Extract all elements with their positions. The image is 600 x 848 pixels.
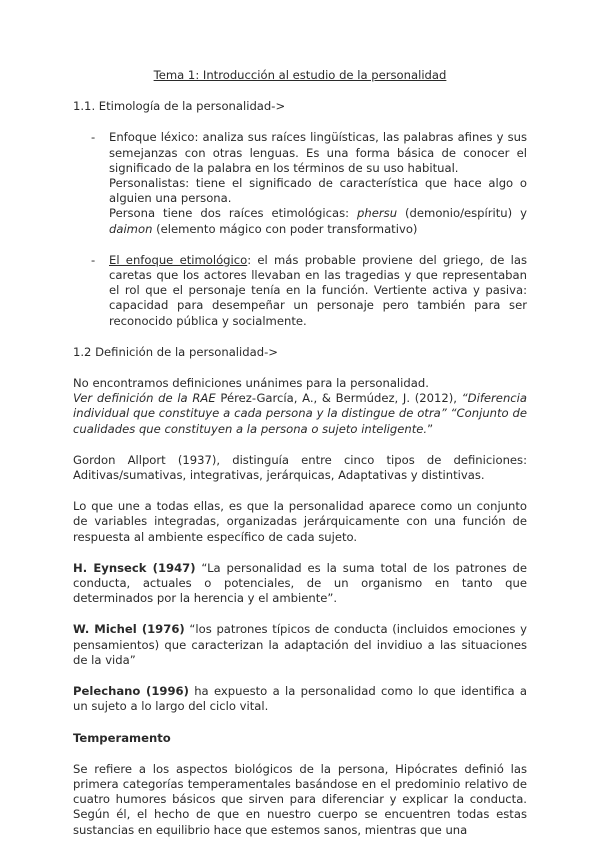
- section-1-heading: 1.1. Etimología de la personalidad->: [73, 99, 286, 114]
- eysenck-paragraph: H. Eynseck (1947) “La personalidad es la suma total de los patrones de conducta, actuales o potenciales, de un organismo en tanto que determinados por la herencia y el ambiente”.: [73, 560, 527, 606]
- lexical-approach-text: - Enfoque léxico: analiza sus raíces lingüísticas, las palabras afines y sus semejanzas con otras lenguas. Es una forma básica de conocer el significado de la palabra en los términos de su uso habitual.: [109, 130, 527, 175]
- allport-paragraph: Gordon Allport (1937), distinguía entre cinco tipos de definiciones: Aditivas/sumativas, integrativas, jerárquicas, Adaptativas y distintivas.: [73, 452, 527, 483]
- section-2-heading: 1.2 Definición de la personalidad->: [73, 344, 278, 359]
- michel-paragraph: W. Michel (1976) “los patrones típicos de conducta (incluidos emociones y pensamientos) que caracterizan la adaptación del invidiuo a las situaciones de la vida”: [73, 622, 527, 667]
- phersu-term: phersu: [357, 206, 398, 221]
- etymological-roots-text: Persona tiene dos raíces etimológicas: phersu (demonio/espíritu) y daimon (elemento mágico con poder transformativo): [109, 206, 527, 236]
- etymological-approach-label: El enfoque etimológico: [109, 252, 248, 267]
- no-unanimous-definitions: No encontramos definiciones unánimes para la personalidad.: [73, 376, 429, 391]
- list-item-lexical: [109, 130, 527, 236]
- rae-definition-paragraph: Ver definición de la RAE Pérez-García, A., & Bermúdez, J. (2012), “Diferencia individual que constituye a cada persona y la distingue de otra” “Conjunto de cualidades que constituyen a la persona o sujeto inteligente.”: [73, 391, 527, 436]
- personalists-text: Personalistas: tiene el significado de característica que hace algo o alguien una persona.: [109, 176, 527, 206]
- eysenck-author: H. Eynseck (1947): [73, 560, 196, 575]
- temperamento-heading: Temperamento: [73, 730, 171, 745]
- etymological-approach-text: : el más probable proviene del griego, de las caretas que los actores llevaban en las tragedias y que representaban el rol que el personaje tenía en la función. Vertiente activa y pasiva: capacidad para desempeñar un personaje pero también para ser reconocido pública y socialmente.: [109, 252, 527, 328]
- temperamento-paragraph: Se refiere a los aspectos biológicos de la persona, Hipócrates definió las primera categorías temperamentales basándose en el predominio relativo de cuatro humores básicos que sirven para diferenciar y explicar la conducta. Según él, el hecho de que en nuestro cuerpo se encuentren todas estas sustancias en equilibrio hace que estemos sanos, mientras que una: [73, 761, 527, 837]
- michel-author: W. Michel (1976): [73, 622, 185, 637]
- list-item-etymological: [109, 253, 527, 329]
- pelechano-paragraph: Pelechano (1996) ha expuesto a la personalidad como lo que identifica a un sujeto a lo largo del ciclo vital.: [73, 684, 527, 714]
- etymology-list: [73, 130, 527, 328]
- common-ground-paragraph: Lo que une a todas ellas, es que la personalidad aparece como un conjunto de variables integradas, organizadas jerárquicamente con una función de respuesta al ambiente específico de cada sujeto.: [73, 499, 527, 544]
- daimon-term: daimon: [109, 221, 153, 236]
- pelechano-author: Pelechano (1996): [73, 684, 189, 699]
- document-title: Tema 1: Introducción al estudio de la personalidad: [153, 68, 447, 82]
